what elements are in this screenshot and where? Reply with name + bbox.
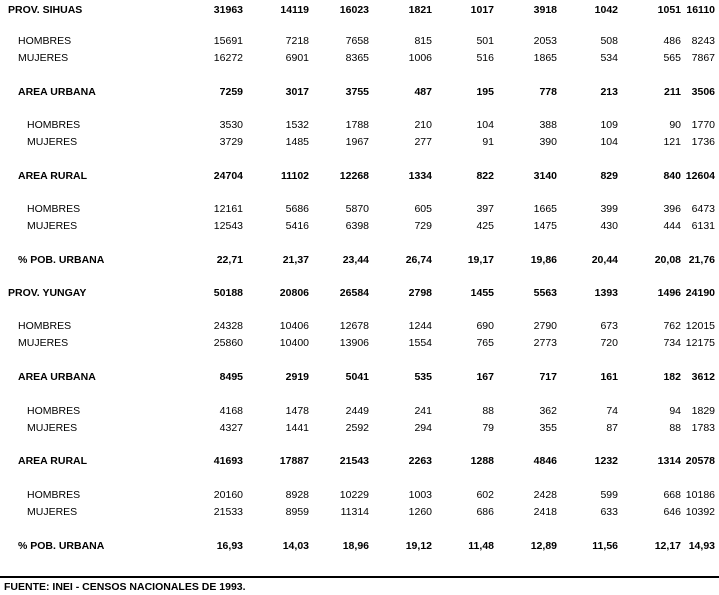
table-cell: 840: [663, 170, 681, 182]
table-cell: 12161: [213, 203, 243, 215]
table-cell: 2428: [533, 489, 557, 501]
table-cell: 74: [606, 405, 618, 417]
table-cell: 2773: [533, 337, 557, 349]
table-cell: 182: [663, 371, 681, 383]
table-cell: 4327: [219, 422, 243, 434]
table-cell: 1017: [470, 4, 494, 16]
row-label: AREA URBANA: [18, 86, 96, 98]
table-cell: 390: [539, 136, 557, 148]
table-cell: 121: [663, 136, 681, 148]
row-label: HOMBRES: [27, 119, 81, 131]
table-cell: 241: [414, 405, 432, 417]
table-cell: 109: [600, 119, 618, 131]
table-cell: 633: [600, 506, 618, 518]
table-cell: 829: [600, 170, 618, 182]
table-cell: 6901: [285, 52, 309, 64]
table-cell: 26,74: [405, 254, 432, 266]
table-cell: 10406: [279, 320, 309, 332]
footer-divider: [0, 576, 719, 578]
table-cell: 24328: [213, 320, 243, 332]
table-cell: 599: [600, 489, 618, 501]
table-cell: 12268: [339, 170, 369, 182]
table-cell: 12678: [339, 320, 369, 332]
table-cell: 720: [600, 337, 618, 349]
table-cell: 16110: [686, 4, 715, 16]
table-cell: 12,89: [530, 540, 557, 552]
table-cell: 8495: [219, 371, 243, 383]
table-row: [0, 168, 719, 184]
table-cell: 7658: [345, 35, 369, 47]
row-label: MUJERES: [27, 220, 78, 232]
table-cell: 673: [600, 320, 618, 332]
table-cell: 565: [663, 52, 681, 64]
row-label: MUJERES: [27, 136, 78, 148]
table-cell: 501: [476, 35, 494, 47]
table-cell: 1967: [345, 136, 369, 148]
table-cell: 21,37: [282, 254, 309, 266]
table-cell: 11,56: [592, 540, 618, 552]
table-cell: 690: [476, 320, 494, 332]
table-cell: 88: [482, 405, 494, 417]
table-cell: 20806: [279, 287, 309, 299]
table-cell: 2798: [408, 287, 432, 299]
table-cell: 6131: [691, 220, 715, 232]
table-cell: 646: [663, 506, 681, 518]
table-cell: 3140: [533, 170, 557, 182]
table-cell: 444: [663, 220, 681, 232]
row-label: AREA RURAL: [18, 455, 88, 467]
table-cell: 20578: [685, 455, 715, 467]
row-label: MUJERES: [27, 506, 78, 518]
table-cell: 8928: [285, 489, 309, 501]
table-cell: 425: [476, 220, 494, 232]
row-label: MUJERES: [18, 337, 69, 349]
table-cell: 2592: [345, 422, 369, 434]
table-row: [0, 403, 719, 419]
table-row: [0, 504, 719, 520]
table-cell: 1821: [408, 4, 432, 16]
table-cell: 294: [414, 422, 432, 434]
table-cell: 10229: [339, 489, 369, 501]
table-cell: 430: [600, 220, 618, 232]
table-cell: 1665: [533, 203, 557, 215]
table-cell: 26584: [339, 287, 369, 299]
row-label: AREA URBANA: [18, 371, 96, 383]
table-cell: 19,12: [405, 540, 432, 552]
table-cell: 50188: [213, 287, 243, 299]
table-cell: 19,86: [530, 254, 557, 266]
table-cell: 2263: [408, 455, 432, 467]
table-cell: 7259: [219, 86, 243, 98]
table-cell: 765: [476, 337, 494, 349]
table-cell: 167: [476, 371, 494, 383]
table-cell: 1865: [533, 52, 557, 64]
row-label: MUJERES: [27, 422, 78, 434]
table-cell: 24704: [213, 170, 243, 182]
table-cell: 5041: [345, 371, 369, 383]
table-cell: 729: [414, 220, 432, 232]
table-cell: 822: [476, 170, 494, 182]
table-cell: 21,76: [688, 254, 715, 266]
row-label: HOMBRES: [27, 203, 81, 215]
table-cell: 195: [476, 86, 494, 98]
table-cell: 18,96: [342, 540, 369, 552]
row-label: AREA RURAL: [18, 170, 88, 182]
table-cell: 16023: [339, 4, 369, 16]
table-cell: 14,03: [282, 540, 309, 552]
table-row: [0, 252, 719, 268]
table-cell: 90: [669, 119, 681, 131]
table-cell: 24190: [685, 287, 715, 299]
table-cell: 22,71: [216, 254, 243, 266]
row-label: PROV. YUNGAY: [8, 287, 87, 299]
table-cell: 1829: [691, 405, 715, 417]
table-row: [0, 538, 719, 554]
table-cell: 8365: [345, 52, 369, 64]
table-cell: 3017: [285, 86, 309, 98]
table-cell: 534: [600, 52, 618, 64]
table-row: [0, 369, 719, 385]
table-cell: 2919: [285, 371, 309, 383]
table-cell: 8959: [285, 506, 309, 518]
table-cell: 717: [539, 371, 557, 383]
table-cell: 3530: [219, 119, 243, 131]
table-cell: 213: [600, 86, 618, 98]
table-cell: 31963: [213, 4, 243, 16]
table-cell: 6473: [691, 203, 715, 215]
source-note: FUENTE: INEI - CENSOS NACIONALES DE 1993.: [4, 581, 246, 593]
table-cell: 3755: [345, 86, 369, 98]
table-cell: 20160: [213, 489, 243, 501]
table-cell: 1393: [594, 287, 618, 299]
table-cell: 1770: [691, 119, 715, 131]
table-cell: 10186: [685, 489, 715, 501]
table-cell: 13906: [339, 337, 369, 349]
table-cell: 14,93: [688, 540, 715, 552]
table-cell: 362: [539, 405, 557, 417]
table-cell: 1441: [285, 422, 309, 434]
table-cell: 25860: [213, 337, 243, 349]
table-cell: 12604: [685, 170, 715, 182]
row-label: PROV. SIHUAS: [8, 4, 83, 16]
row-label: % POB. URBANA: [18, 254, 105, 266]
table-cell: 16,93: [216, 540, 243, 552]
table-cell: 17887: [279, 455, 309, 467]
table-cell: 815: [414, 35, 432, 47]
table-cell: 1554: [408, 337, 432, 349]
table-cell: 104: [600, 136, 618, 148]
table-cell: 12015: [685, 320, 715, 332]
table-cell: 2449: [345, 405, 369, 417]
table-cell: 11102: [280, 170, 309, 182]
table-cell: 87: [606, 422, 618, 434]
row-label: HOMBRES: [18, 35, 72, 47]
table-cell: 1042: [594, 4, 618, 16]
row-label: % POB. URBANA: [18, 540, 105, 552]
table-row: [0, 134, 719, 150]
table-cell: 10392: [685, 506, 715, 518]
table-row: [0, 218, 719, 234]
table-cell: 1736: [691, 136, 715, 148]
table-cell: 3729: [219, 136, 243, 148]
table-cell: 602: [476, 489, 494, 501]
table-cell: 1260: [408, 506, 432, 518]
table-cell: 79: [482, 422, 494, 434]
table-cell: 161: [600, 371, 618, 383]
table-cell: 21533: [213, 506, 243, 518]
table-cell: 686: [476, 506, 494, 518]
table-row: [0, 84, 719, 100]
table-cell: 41693: [213, 455, 243, 467]
table-cell: 104: [476, 119, 494, 131]
table-cell: 88: [669, 422, 681, 434]
table-cell: 1051: [657, 4, 681, 16]
table-cell: 7218: [285, 35, 309, 47]
table-cell: 1232: [594, 455, 618, 467]
table-cell: 1003: [408, 489, 432, 501]
table-cell: 5563: [533, 287, 557, 299]
table-cell: 486: [663, 35, 681, 47]
table-cell: 277: [414, 136, 432, 148]
table-cell: 487: [414, 86, 432, 98]
table-cell: 355: [539, 422, 557, 434]
table-row: [0, 33, 719, 49]
table-cell: 10400: [279, 337, 309, 349]
table-cell: 668: [663, 489, 681, 501]
table-row: [0, 335, 719, 351]
table-cell: 397: [476, 203, 494, 215]
table-cell: 8243: [691, 35, 715, 47]
table-cell: 2418: [533, 506, 557, 518]
row-label: HOMBRES: [27, 405, 81, 417]
table-row: [0, 420, 719, 436]
table-cell: 14119: [280, 4, 309, 16]
table-row: [0, 285, 719, 301]
table-cell: 210: [414, 119, 432, 131]
table-row: [0, 487, 719, 503]
table-cell: 7867: [691, 52, 715, 64]
table-cell: 21543: [339, 455, 369, 467]
table-cell: 605: [414, 203, 432, 215]
table-cell: 20,44: [591, 254, 618, 266]
table-cell: 535: [414, 371, 432, 383]
table-cell: 1485: [285, 136, 309, 148]
table-cell: 1496: [657, 287, 681, 299]
table-row: [0, 117, 719, 133]
table-cell: 3612: [691, 371, 715, 383]
table-cell: 4168: [219, 405, 243, 417]
table-cell: 4846: [533, 455, 557, 467]
table-cell: 1478: [285, 405, 309, 417]
table-cell: 508: [600, 35, 618, 47]
table-cell: 3918: [533, 4, 557, 16]
table-cell: 2053: [533, 35, 557, 47]
table-cell: 778: [539, 86, 557, 98]
table-cell: 1334: [408, 170, 432, 182]
table-cell: 396: [663, 203, 681, 215]
table-cell: 11314: [340, 506, 369, 518]
table-cell: 1455: [470, 287, 494, 299]
table-cell: 5416: [285, 220, 309, 232]
table-cell: 1788: [345, 119, 369, 131]
table-cell: 15691: [213, 35, 243, 47]
table-cell: 12543: [213, 220, 243, 232]
table-cell: 762: [663, 320, 681, 332]
table-cell: 516: [476, 52, 494, 64]
table-row: [0, 453, 719, 469]
table-cell: 388: [539, 119, 557, 131]
table-cell: 2790: [533, 320, 557, 332]
table-cell: 6398: [345, 220, 369, 232]
table-cell: 3506: [691, 86, 715, 98]
table-cell: 1783: [691, 422, 715, 434]
table-cell: 12175: [685, 337, 715, 349]
row-label: HOMBRES: [18, 320, 72, 332]
row-label: MUJERES: [18, 52, 69, 64]
table-cell: 211: [664, 86, 681, 98]
table-row: [0, 50, 719, 66]
table-cell: 1288: [470, 455, 494, 467]
table-cell: 19,17: [467, 254, 494, 266]
table-cell: 1475: [533, 220, 557, 232]
table-cell: 23,44: [342, 254, 369, 266]
table-row: [0, 201, 719, 217]
table-cell: 5870: [345, 203, 369, 215]
table-cell: 1244: [408, 320, 432, 332]
row-label: HOMBRES: [27, 489, 81, 501]
table-cell: 12,17: [654, 540, 681, 552]
table-cell: 20,08: [654, 254, 681, 266]
table-cell: 5686: [285, 203, 309, 215]
table-cell: 11,48: [468, 540, 494, 552]
table-cell: 734: [663, 337, 681, 349]
table-cell: 94: [669, 405, 681, 417]
table-cell: 1006: [408, 52, 432, 64]
table-row: [0, 2, 719, 18]
table-row: [0, 318, 719, 334]
table-cell: 16272: [213, 52, 243, 64]
table-cell: 91: [482, 136, 494, 148]
table-cell: 1532: [285, 119, 309, 131]
table-cell: 1314: [657, 455, 681, 467]
table-cell: 399: [600, 203, 618, 215]
